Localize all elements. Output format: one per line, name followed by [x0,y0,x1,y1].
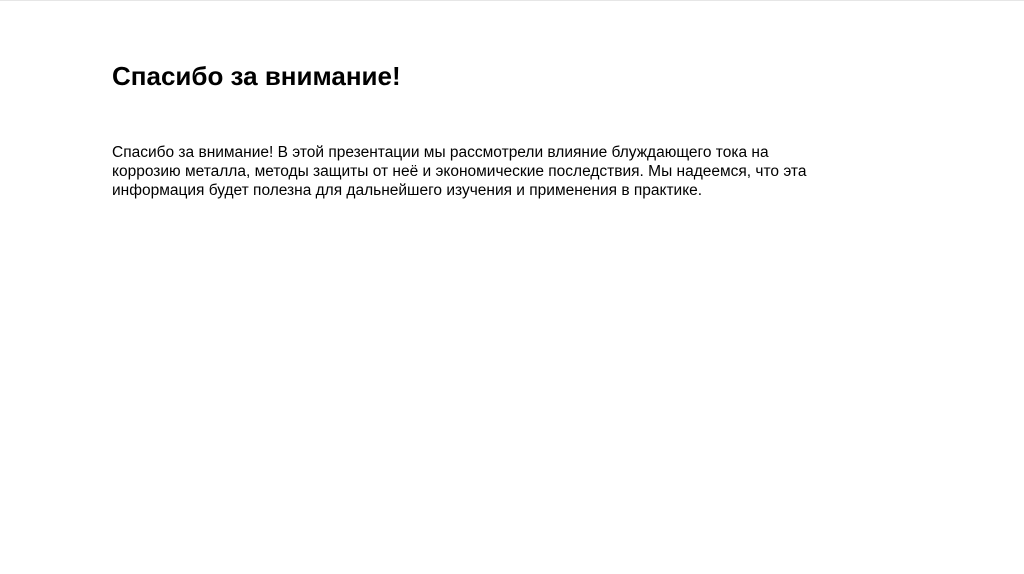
slide-body [112,143,902,200]
body-line: информация будет полезна для дальнейшего изучения и применения в практике. [112,182,703,199]
slide-title: Спасибо за внимание! [112,61,401,91]
body-line: Спасибо за внимание! В этой презентации мы рассмотрели влияние блуждающего тока на [112,144,769,161]
body-line: коррозию металла, методы защиты от неё и экономические последствия. Мы надеемся, что эта [112,163,807,180]
